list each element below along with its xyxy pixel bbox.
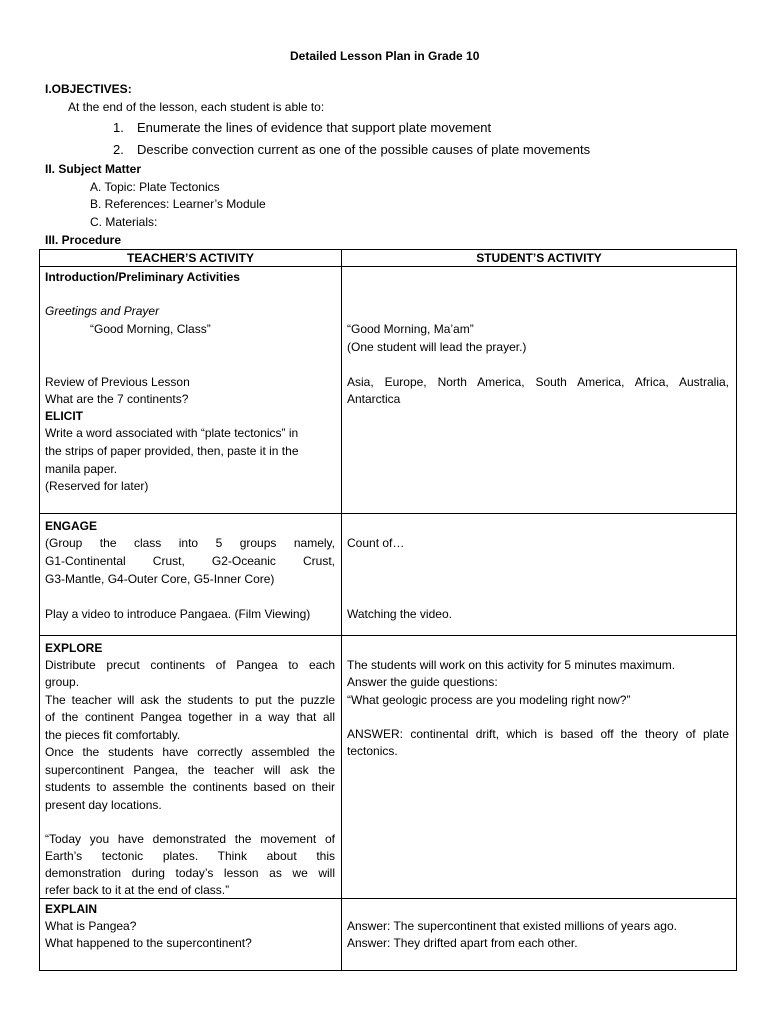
student-explore-line: Answer the guide questions:	[347, 675, 498, 689]
explain-answer-1: Answer: The supercontinent that existed millions of years ago.	[347, 919, 677, 933]
objective-1-text: Enumerate the lines of evidence that support plate movement	[137, 120, 492, 135]
teacher-greeting: “Good Morning, Class”	[90, 322, 211, 336]
elicit-heading: ELICIT	[45, 409, 83, 423]
elicit-line: (Reserved for later)	[45, 479, 149, 493]
subject-materials: C. Materials:	[90, 215, 158, 229]
explore-line: of the continent Pangea together in a way that all	[45, 710, 335, 724]
document-title: Detailed Lesson Plan in Grade 10	[290, 49, 480, 63]
student-explore-line: The students will work on this activity for 5 minutes maximum.	[347, 658, 676, 672]
review-label: Review of Previous Lesson	[45, 375, 190, 389]
procedure-heading: III. Procedure	[45, 233, 122, 247]
greetings-label: Greetings and Prayer	[45, 304, 160, 318]
objective-1-number: 1.	[113, 120, 124, 135]
explore-quote-line: Earth’s tectonic plates. Think about this	[45, 849, 335, 863]
teacher-intro-cell	[40, 267, 342, 514]
student-video: Watching the video.	[347, 607, 452, 621]
explore-quote-line: demonstration during today’s lesson as we will	[45, 866, 335, 880]
table-row	[40, 514, 737, 636]
student-explore-cell	[342, 636, 737, 899]
objectives-heading: I.OBJECTIVES:	[45, 82, 132, 96]
subject-matter-heading: II. Subject Matter	[45, 162, 142, 176]
engage-line: (Group the class into 5 groups namely,	[45, 536, 335, 550]
student-prayer: (One student will lead the prayer.)	[347, 340, 527, 354]
explore-line: students to assemble the continents based on their	[45, 780, 335, 794]
subject-references: B. References: Learner’s Module	[90, 197, 266, 211]
procedure-table	[39, 249, 737, 971]
table-header-row	[40, 250, 737, 267]
student-count: Count of…	[347, 536, 405, 550]
table-row	[40, 267, 737, 514]
engage-heading: ENGAGE	[45, 519, 98, 533]
student-continents-line: Asia, Europe, North America, South America, Africa, Australia,	[347, 375, 729, 389]
engage-line: G1-Continental Crust, G2-Oceanic Crust,	[45, 554, 335, 568]
explore-line: The teacher will ask the students to put the puzzle	[45, 693, 335, 707]
objective-2-number: 2.	[113, 142, 124, 157]
explain-question-2: What happened to the supercontinent?	[45, 936, 252, 950]
explore-line: the pieces fit comfortably.	[45, 728, 181, 742]
explain-heading: EXPLAIN	[45, 902, 98, 916]
teacher-engage-cell	[40, 514, 342, 636]
intro-heading: Introduction/Preliminary Activities	[45, 270, 240, 284]
student-greeting: “Good Morning, Ma’am”	[347, 322, 474, 336]
explore-heading: EXPLORE	[45, 641, 103, 655]
student-explore-line: “What geologic process are you modeling right now?”	[347, 693, 631, 707]
student-activity-header: STUDENT’S ACTIVITY	[342, 250, 737, 267]
objective-2-text: Describe convection current as one of the possible causes of plate movements	[137, 142, 591, 157]
explore-line: group.	[45, 675, 80, 689]
student-intro-cell	[342, 267, 737, 514]
table-row	[40, 899, 737, 971]
explore-line: Once the students have correctly assembled the	[45, 745, 335, 759]
student-answer-line: ANSWER: continental drift, which is based off the theory of plate	[347, 727, 729, 741]
engage-video: Play a video to introduce Pangaea. (Film Viewing)	[45, 607, 311, 621]
elicit-line: manila paper.	[45, 462, 118, 476]
teacher-explore-cell	[40, 636, 342, 899]
teacher-explain-cell	[40, 899, 342, 971]
student-engage-cell	[342, 514, 737, 636]
explore-line: Distribute precut continents of Pangea to each	[45, 658, 335, 672]
explore-quote-line: refer back to it at the end of class.”	[45, 883, 230, 897]
explain-question-1: What is Pangea?	[45, 919, 137, 933]
student-explain-cell	[342, 899, 737, 971]
table-row	[40, 636, 737, 899]
explore-line: supercontinent Pangea, the teacher will ask the	[45, 763, 335, 777]
review-question: What are the 7 continents?	[45, 392, 189, 406]
student-continents-line: Antarctica	[347, 392, 401, 406]
explore-line: present day locations.	[45, 798, 162, 812]
explain-answer-2: Answer: They drifted apart from each other.	[347, 936, 578, 950]
teacher-activity-header: TEACHER’S ACTIVITY	[40, 250, 342, 267]
elicit-line: Write a word associated with “plate tectonics” in	[45, 426, 299, 440]
objectives-intro: At the end of the lesson, each student is able to:	[68, 100, 325, 114]
explore-quote-line: “Today you have demonstrated the movement of	[45, 832, 335, 846]
student-answer-line: tectonics.	[347, 744, 398, 758]
engage-line: G3-Mantle, G4-Outer Core, G5-Inner Core)	[45, 572, 275, 586]
subject-topic: A. Topic: Plate Tectonics	[90, 180, 220, 194]
elicit-line: the strips of paper provided, then, paste it in the	[45, 444, 299, 458]
